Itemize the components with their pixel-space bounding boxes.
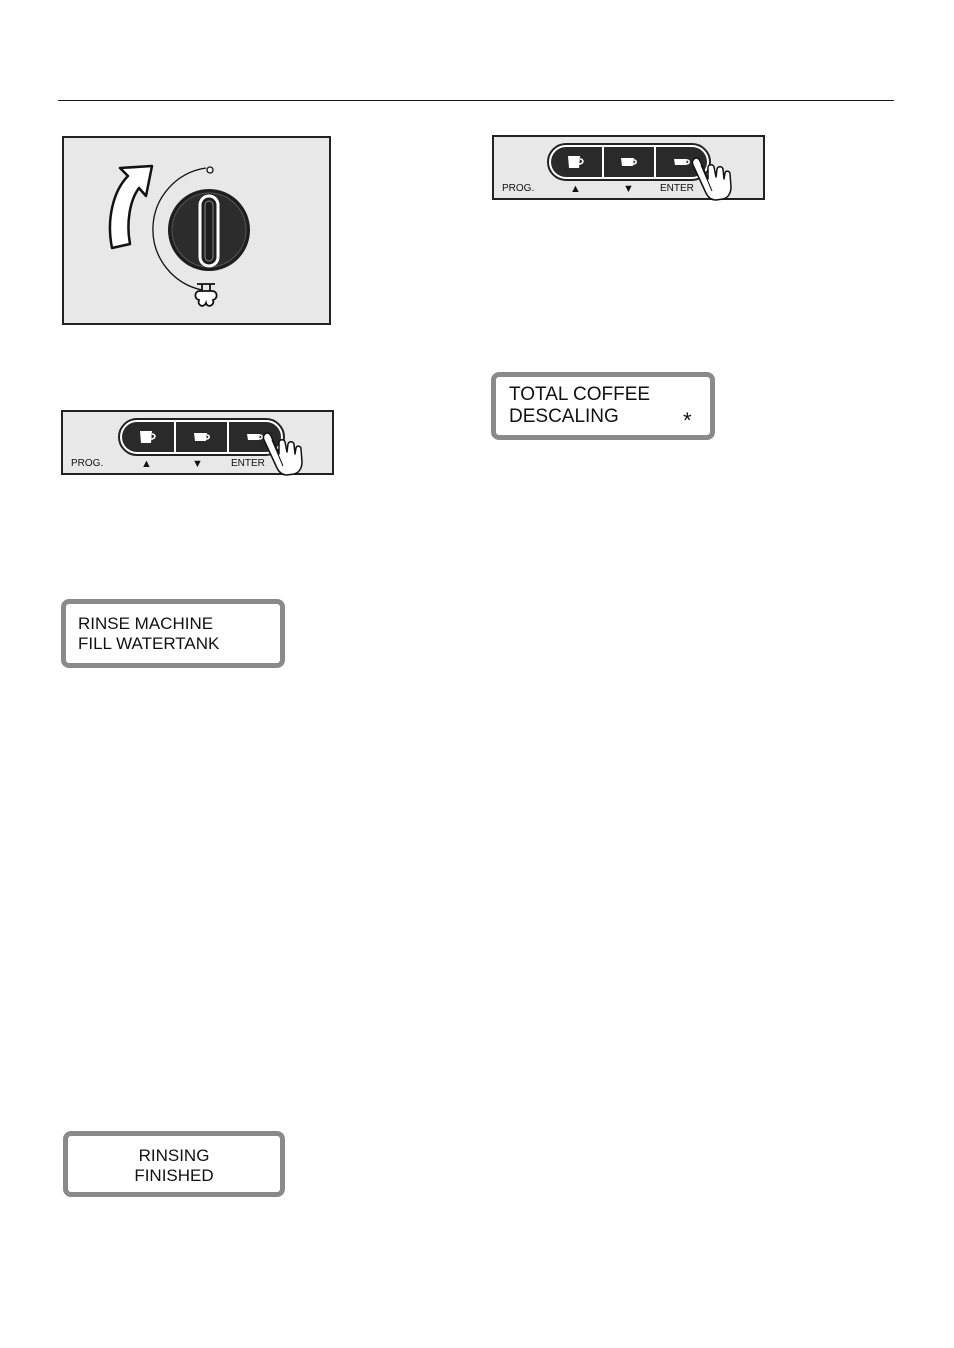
steam-nozzle-icon <box>195 284 216 306</box>
rotary-dial-icon <box>168 189 250 271</box>
down-label: ▼ <box>623 183 634 195</box>
scroll-marker: * <box>683 408 692 433</box>
cup-medium-icon <box>191 429 213 445</box>
enter-label: ENTER <box>231 458 265 469</box>
display-rinsing-finished <box>63 1131 285 1197</box>
display-line-2: DESCALING <box>509 406 619 427</box>
prog-label: PROG. <box>502 183 535 194</box>
display-line-1: RINSING <box>138 1146 210 1165</box>
large-cup-button[interactable] <box>551 147 604 177</box>
enter-label: ENTER <box>660 183 694 194</box>
button-panel-left <box>61 410 334 475</box>
cup-large-icon <box>137 429 159 445</box>
cup-button-group <box>118 418 285 456</box>
display-line-2: FILL WATERTANK <box>78 634 220 653</box>
display-line-1: TOTAL COFFEE <box>509 384 651 405</box>
pressing-hand-icon <box>261 430 311 476</box>
display-line-2: FINISHED <box>134 1166 214 1185</box>
large-cup-button[interactable] <box>122 422 176 452</box>
prog-label: PROG. <box>71 458 104 469</box>
medium-cup-button[interactable] <box>604 147 657 177</box>
medium-cup-button[interactable] <box>176 422 230 452</box>
display-total-coffee <box>491 372 715 440</box>
pressing-hand-icon <box>690 155 740 201</box>
up-label: ▲ <box>141 458 152 470</box>
steam-dial-illustration <box>62 136 331 325</box>
button-panel-right <box>492 135 765 200</box>
cup-large-icon <box>565 154 587 170</box>
display-rinse-machine <box>61 599 285 668</box>
circle-mark-icon <box>207 167 213 173</box>
header-rule <box>58 100 894 101</box>
up-label: ▲ <box>570 183 581 195</box>
cup-button-group <box>547 143 711 181</box>
curved-arrow-icon <box>110 166 152 248</box>
down-label: ▼ <box>192 458 203 470</box>
cup-medium-icon <box>618 154 640 170</box>
display-line-1: RINSE MACHINE <box>78 614 214 633</box>
